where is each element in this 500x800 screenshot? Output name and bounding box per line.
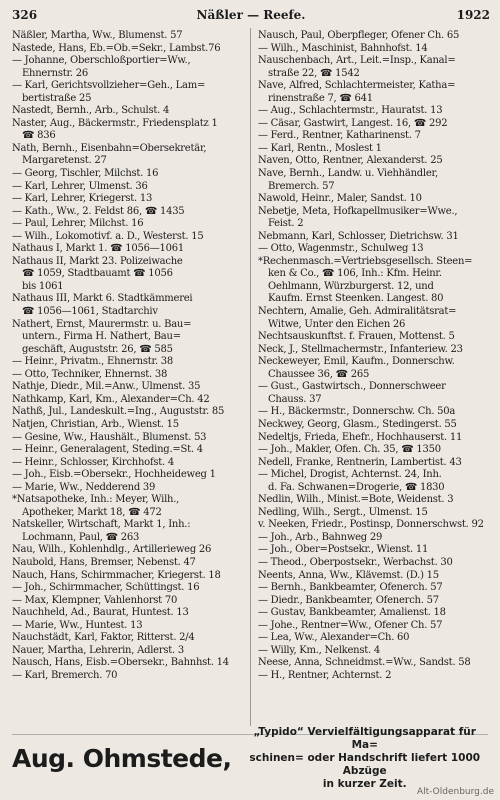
- directory-entry: bis 1061: [22, 280, 64, 292]
- directory-entry: Neck, J., Stellmachermstr., Infanteriew. 23: [258, 343, 463, 355]
- directory-entry: d. Fa. Schwanen=Drogerie, ☎ 1830: [268, 481, 445, 493]
- directory-entry: *Natsapotheke, Inh.: Meyer, Wilh.,: [12, 494, 180, 506]
- directory-entry: — Wilh., Lokomotivf. a. D., Westerst. 15: [12, 230, 204, 242]
- directory-entry: — Johe., Rentner=Ww., Ofener Ch. 57: [258, 619, 443, 631]
- directory-entry: — Joh., Arb., Bahnweg 29: [258, 531, 383, 543]
- directory-entry: — H., Rentner, Achternst. 2: [258, 669, 392, 681]
- directory-entry: Bremerch. 57: [268, 180, 335, 192]
- watermark: Alt-Oldenburg.de: [416, 787, 494, 797]
- directory-entry: — Lea, Ww., Alexander=Ch. 60: [258, 632, 410, 644]
- right-column: [258, 30, 494, 682]
- ad-text-line: „Typido“ Vervielfältigungsapparat für Ma=: [253, 726, 476, 751]
- directory-entry: — Diedr., Bankbeamter, Ofenerch. 57: [258, 594, 439, 606]
- directory-entry: Nauchstädt, Karl, Faktor, Ritterst. 2/4: [12, 632, 195, 644]
- directory-entry: Naven, Otto, Rentner, Alexanderst. 25: [258, 155, 443, 167]
- directory-entry: Margaretenst. 27: [22, 155, 107, 167]
- directory-entry: Naster, Aug., Bäckermstr., Friedensplatz 1: [12, 117, 218, 129]
- left-column: [12, 30, 248, 682]
- directory-entry: Neents, Anna, Ww., Klävemst. (D.) 15: [258, 569, 439, 581]
- directory-entry: — Marie, Ww., Huntest. 13: [12, 619, 143, 631]
- directory-entry: Nave, Alfred, Schlachtermeister, Katha=: [258, 80, 456, 92]
- page-title: Näßler — Reefe.: [196, 8, 306, 22]
- directory-entry: Nebetje, Meta, Hofkapellmusiker=Wwe.,: [258, 205, 458, 217]
- directory-entry: Oehlmann, Würzburgerst. 12, und: [268, 280, 434, 292]
- directory-entry: — Aug., Schlachtermstr., Hauratst. 13: [258, 105, 443, 117]
- directory-entry: Näßler, Martha, Ww., Blumenst. 57: [12, 30, 183, 41]
- directory-entry: Nau, Wilh., Kohlenhdlg., Artillerieweg 26: [12, 544, 212, 556]
- directory-entry: — Heinr., Privatm., Ehnernstr. 38: [12, 356, 174, 368]
- directory-entry: — Kath., Ww., 2. Feldst 86, ☎ 1435: [12, 205, 185, 217]
- directory-entry: — Michel, Drogist, Achternst. 24, Inh.: [258, 469, 442, 481]
- directory-entry: ☎ 836: [22, 130, 56, 142]
- directory-entry: Nedling, Wilh., Sergt., Ulmenst. 15: [258, 506, 428, 518]
- directory-entry: Nastedt, Bernh., Arb., Schulst. 4: [12, 105, 170, 117]
- directory-entry: — Karl, Lehrer, Ulmenst. 36: [12, 180, 148, 192]
- directory-entry: Nedell, Franke, Rentnerin, Lambertist. 43: [258, 456, 462, 468]
- directory-entry: *Rechenmasch.=Vertriebsgesellsch. Steen=: [258, 255, 473, 267]
- directory-entry: bertistraße 25: [22, 92, 92, 104]
- ad-text-line: in kurzer Zeit.: [322, 778, 407, 790]
- directory-entry: Nathkamp, Karl, Km., Alexander=Ch. 42: [12, 393, 210, 405]
- directory-entry: Neckeweyer, Emil, Kaufm., Donnerschw.: [258, 356, 455, 368]
- page-year: 1922: [456, 8, 490, 22]
- directory-entry: — Joh., Schirmmacher, Schüttingst. 16: [12, 582, 200, 594]
- directory-entry: — Gust., Gastwirtsch., Donnerschweer: [258, 381, 446, 393]
- directory-entry: — Max, Klempner, Vahlenhorst 70: [12, 594, 178, 606]
- directory-entry: Ehnernstr. 26: [22, 67, 88, 79]
- directory-entry: untern., Firma H. Nathert, Bau=: [22, 331, 181, 343]
- directory-entry: Nauch, Hans, Schirmmacher, Kriegerst. 18: [12, 569, 221, 581]
- directory-entry: Neese, Anna, Schneidmst.=Ww., Sandst. 58: [258, 657, 471, 669]
- directory-entry: Naubold, Hans, Bremser, Nebenst. 47: [12, 556, 196, 568]
- directory-entry: — Willy, Km., Nelkenst. 4: [258, 644, 380, 656]
- directory-entry: — Georg, Tischler, Milchst. 16: [12, 168, 159, 180]
- directory-entry: Chaussee 36, ☎ 265: [268, 368, 370, 380]
- directory-entry: straße 22, ☎ 1542: [268, 67, 360, 79]
- directory-entry: Nausch, Hans, Eisb.=Obersekr., Bahnhst. 14: [12, 657, 229, 669]
- directory-entry: Nauer, Martha, Lehrerin, Adlerst. 3: [12, 644, 184, 656]
- directory-entry: Nauchheld, Ad., Baurat, Huntest. 13: [12, 607, 189, 619]
- directory-entry: Nechtern, Amalie, Geh. Admiralitätsrat=: [258, 306, 457, 318]
- directory-entry: Natskeller, Wirtschaft, Markt 1, Inh.:: [12, 519, 191, 531]
- directory-entry: Nebmann, Karl, Schlosser, Dietrichsw. 31: [258, 230, 459, 242]
- directory-entry: Chauss. 37: [268, 393, 322, 405]
- directory-entry: Nathaus II, Markt 23. Polizeiwache: [12, 255, 183, 267]
- page-header: [12, 8, 490, 24]
- directory-entry: Nausch, Paul, Oberpfleger, Ofener Ch. 65: [258, 30, 460, 41]
- directory-entry: Nathaus III, Markt 6. Stadtkämmerei: [12, 293, 193, 305]
- column-divider: [250, 28, 251, 726]
- directory-entry: — Bernh., Bankbeamter, Ofenerch. 57: [258, 582, 443, 594]
- directory-entry: — Paul, Lehrer, Milchst. 16: [12, 218, 144, 230]
- directory-entry: geschäft, Auguststr. 26, ☎ 585: [22, 343, 173, 355]
- directory-entry: Nedeltjs, Frieda, Ehefr., Hochhauserst. 11: [258, 431, 463, 443]
- directory-entry: — Wilh., Maschinist, Bahnhofst. 14: [258, 42, 428, 54]
- directory-entry: — Johanne, Oberschloßportier=Ww.,: [12, 55, 191, 67]
- directory-entry: — Karl, Lehrer, Kriegerst. 13: [12, 193, 153, 205]
- directory-entry: — Joh., Ober=Postsekr., Wienst. 11: [258, 544, 429, 556]
- directory-entry: — Joh., Makler, Ofen. Ch. 35, ☎ 1350: [258, 444, 441, 456]
- directory-entry: — Marie, Ww., Nedderend 39: [12, 481, 156, 493]
- directory-entry: — Heinr., Generalagent, Steding.=St. 4: [12, 444, 203, 456]
- directory-entry: Nave, Bernh., Landw. u. Viehhändler,: [258, 168, 438, 180]
- directory-entry: Nastede, Hans, Eb.=Ob.=Sekr., Lambst.76: [12, 42, 221, 54]
- directory-entry: — Theod., Oberpostsekr., Werbachst. 30: [258, 556, 453, 568]
- directory-entry: Nedlin, Wilh., Minist.=Bote, Weidenst. 3: [258, 494, 454, 506]
- page-number: 326: [12, 8, 38, 22]
- directory-entry: rinenstraße 7, ☎ 641: [268, 92, 373, 104]
- directory-entry: Nathaus I, Markt 1. ☎ 1056—1061: [12, 243, 184, 255]
- ad-text-line: schinen= oder Handschrift liefert 1000 Abzüge: [249, 752, 481, 777]
- directory-entry: Nathje, Diedr., Mil.=Anw., Ulmenst. 35: [12, 381, 201, 393]
- directory-entry: Nauschenbach, Art., Leit.=Insp., Kanal=: [258, 55, 456, 67]
- directory-entry: Kaufm. Ernst Steenken. Langest. 80: [268, 293, 444, 305]
- directory-entry: — Gesine, Ww., Haushält., Blumenst. 53: [12, 431, 207, 443]
- directory-entry: Neckwey, Georg, Glasm., Stedingerst. 55: [258, 418, 457, 430]
- directory-entry: Nathß, Jul., Landeskult.=Ing., Auguststr. 85: [12, 406, 225, 418]
- directory-entry: v. Neeken, Friedr., Postinsp, Donnerschwst. 92: [258, 519, 484, 531]
- directory-entry: — Otto, Techniker, Ehnernst. 38: [12, 368, 168, 380]
- directory-entry: Apotheker, Markt 18, ☎ 472: [22, 506, 162, 518]
- directory-entry: — Karl, Gerichtsvollzieher=Geh., Lam=: [12, 80, 206, 92]
- directory-entry: — H., Bäckermstr., Donnerschw. Ch. 50a: [258, 406, 456, 418]
- directory-entry: Nechtsauskunftst. f. Frauen, Mottenst. 5: [258, 331, 455, 343]
- directory-entry: Natjen, Christian, Arb., Wienst. 15: [12, 418, 179, 430]
- directory-entry: Nathert, Ernst, Maurermstr. u. Bau=: [12, 318, 192, 330]
- ad-company-name: Aug. Ohmstede,: [12, 744, 232, 773]
- directory-entry: — Gustav, Bankbeamter, Amalienst. 18: [258, 607, 446, 619]
- directory-entry: Lochmann, Paul, ☎ 263: [22, 531, 140, 543]
- directory-entry: — Joh., Eisb.=Obersekr., Hochheideweg 1: [12, 469, 216, 481]
- directory-entry: ☎ 1059, Stadtbauamt ☎ 1056: [22, 268, 173, 280]
- directory-entry: ☎ 1056—1061, Stadtarchiv: [22, 306, 158, 318]
- ad-text: [241, 726, 488, 791]
- directory-entry: Witwe, Unter den Eichen 26: [268, 318, 406, 330]
- directory-entry: ken & Co., ☎ 106, Inh.: Kfm. Heinr.: [268, 268, 442, 280]
- directory-entry: — Karl, Rentn., Moslest 1: [258, 142, 382, 154]
- advertisement: [12, 726, 488, 790]
- directory-entry: — Otto, Wagenmstr., Schulweg 13: [258, 243, 424, 255]
- directory-entry: Nath, Bernh., Eisenbahn=Obersekretär,: [12, 142, 207, 154]
- directory-entry: Feist. 2: [268, 218, 304, 230]
- directory-entry: — Ferd., Rentner, Katharinenst. 7: [258, 130, 421, 142]
- directory-entry: — Cäsar, Gastwirt, Langest. 16, ☎ 292: [258, 117, 448, 129]
- directory-entry: Nawold, Heinr., Maler, Sandst. 10: [258, 193, 422, 205]
- directory-entry: — Heinr., Schlosser, Kirchhofst. 4: [12, 456, 175, 468]
- directory-entry: — Karl, Bremerch. 70: [12, 669, 118, 681]
